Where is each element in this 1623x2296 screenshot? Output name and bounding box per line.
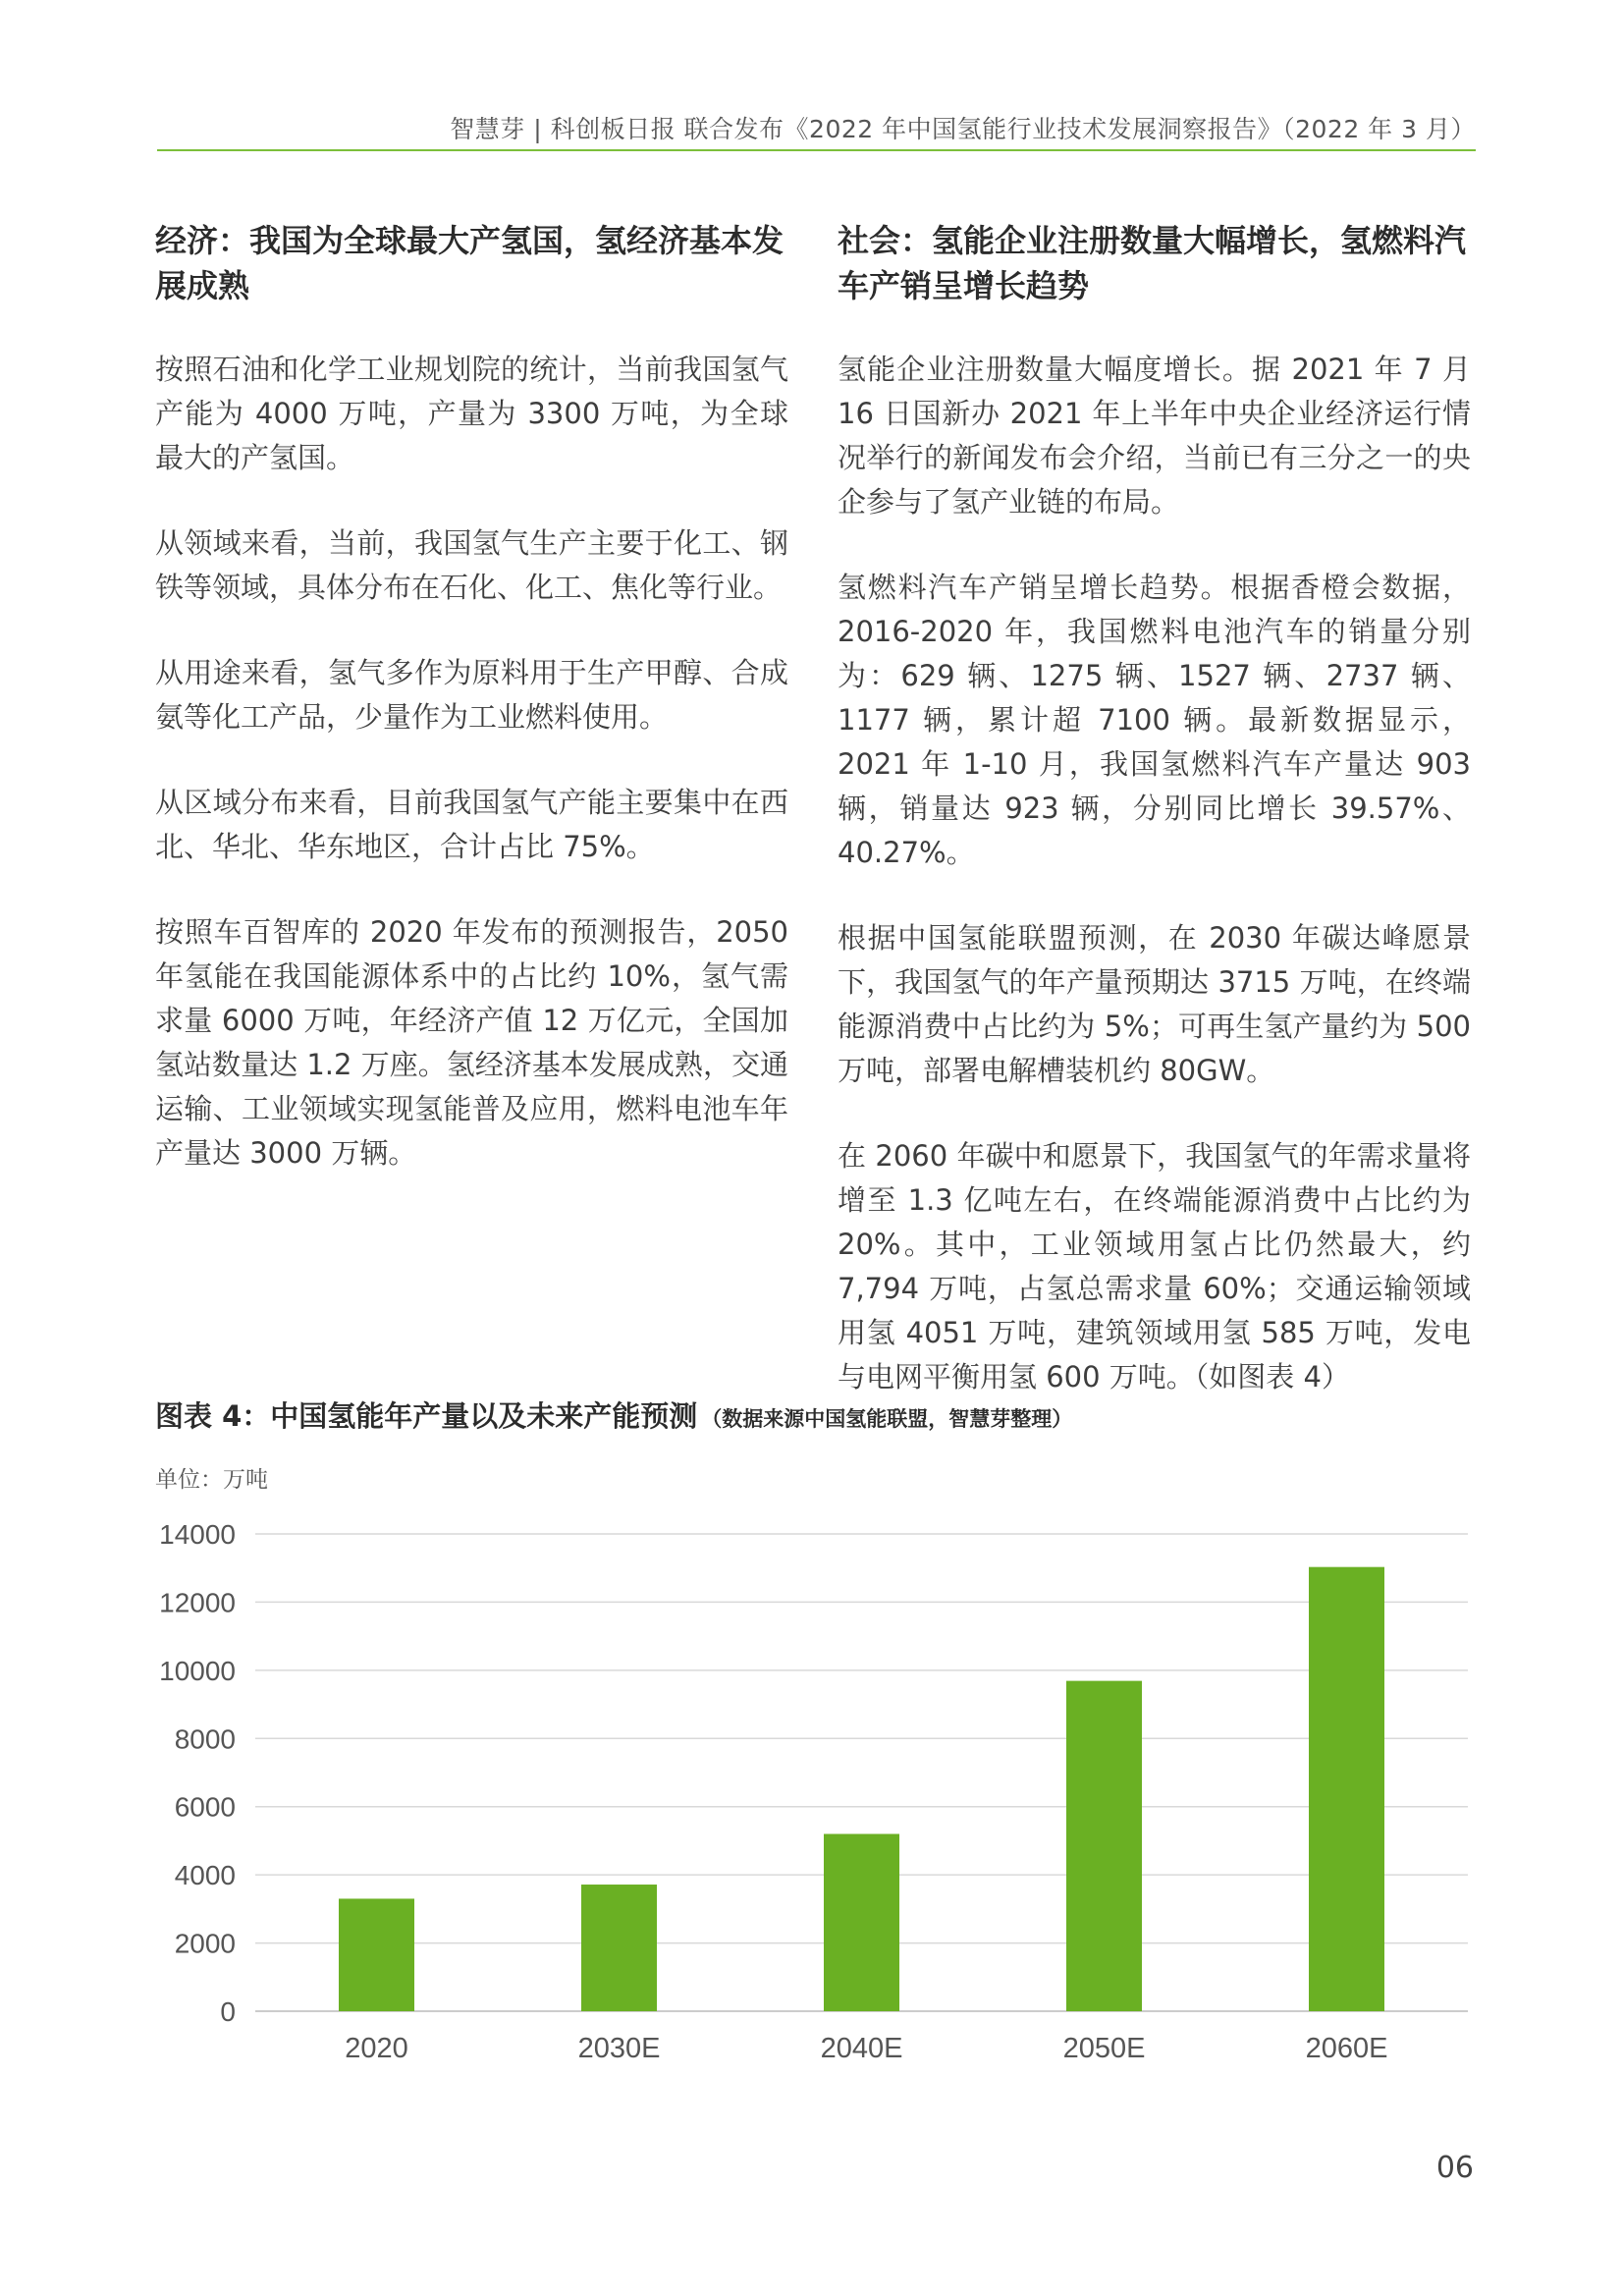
chart-unit-label: 单位：万吨 — [155, 1467, 268, 1493]
y-tick-label: 6000 — [174, 1791, 236, 1823]
x-tick-label: 2060E — [1305, 2033, 1388, 2064]
left-paragraph: 按照石油和化学工业规划院的统计，当前我国氢气产能为 4000 万吨，产量为 3300 万吨，为全球最大的产氢国。 — [155, 353, 788, 474]
bar — [339, 1898, 414, 2011]
y-tick-label: 2000 — [174, 1928, 236, 1959]
bar — [824, 1833, 899, 2011]
y-tick-label: 14000 — [159, 1519, 236, 1550]
right-paragraph: 氢燃料汽车产销呈增长趋势。根据香橙会数据，2016-2020 年，我国燃料电池汽车的销量分别为：629 辆、1275 辆、1527 辆、2737 辆、1177 辆，累计超 7100 辆。最新数据显示，2021 年 1-10 月，我国氢燃料汽车产量达 903 辆，销量达 923 辆，分别同比增长 39.57%、40.27%。 — [838, 571, 1471, 869]
bar — [581, 1885, 657, 2011]
left-paragraph: 从区域分布来看，目前我国氢气产能主要集中在西北、华北、华东地区，合计占比 75%。 — [155, 786, 788, 863]
right-paragraph: 氢能企业注册数量大幅度增长。据 2021 年 7 月 16 日国新办 2021 年上半年中央企业经济运行情况举行的新闻发布会介绍，当前已有三分之一的央企参与了氢产业链的布局。 — [838, 353, 1471, 519]
right-paragraph: 在 2060 年碳中和愿景下，我国氢气的年需求量将增至 1.3 亿吨左右，在终端能源消费中占比约为 20%。其中，工业领域用氢占比仍然最大，约 7,794 万吨，占氢总需求量 60%；交通运输领域用氢 4051 万吨，建筑领域用氢 585 万吨，发电与电网平衡用氢 600 万吨。（如图表 4） — [838, 1139, 1471, 1394]
figure-title — [155, 1394, 1072, 1435]
left-paragraph: 从用途来看，氢气多作为原料用于生产甲醇、合成氨等化工产品，少量作为工业燃料使用。 — [155, 656, 788, 734]
x-tick-label: 2020 — [345, 2033, 408, 2064]
y-tick-label: 12000 — [159, 1587, 236, 1618]
y-tick-label: 10000 — [159, 1655, 236, 1686]
left-heading: 经济：我国为全球最大产氢国，氢经济基本发展成熟 — [155, 222, 784, 304]
bar-chart — [137, 1503, 1492, 2082]
figure-title-text: 图表 4：中国氢能年产量以及未来产能预测 — [155, 1399, 698, 1433]
y-tick-label: 8000 — [174, 1723, 236, 1755]
x-tick-label: 2050E — [1062, 2033, 1146, 2064]
right-paragraph: 根据中国氢能联盟预测，在 2030 年碳达峰愿景下，我国氢气的年产量预期达 3715 万吨，在终端能源消费中占比约为 5%；可再生氢产量约为 500 万吨，部署电解槽装机约 80GW。 — [838, 921, 1471, 1087]
left-column — [155, 218, 788, 1217]
x-tick-label: 2030E — [577, 2033, 661, 2064]
page-header: 智慧芽 | 科创板日报 联合发布《2022 年中国氢能行业技术发展洞察报告》（2022 年 3 月） — [450, 115, 1476, 143]
left-paragraph: 按照车百智库的 2020 年发布的预测报告，2050 年氢能在我国能源体系中的占比约 10%，氢气需求量 6000 万吨，年经济产值 12 万亿元，全国加氢站数量达 1.2 万座。氢经济基本发展成熟，交通运输、工业领域实现氢能普及应用，燃料电池车年产量达 3000 万辆。 — [155, 915, 788, 1170]
left-paragraph: 从领域来看，当前，我国氢气生产主要于化工、钢铁等领域，具体分布在石化、化工、焦化等行业。 — [155, 526, 788, 604]
page-number: 06 — [1435, 2151, 1474, 2185]
figure-source: （数据来源中国氢能联盟，智慧芽整理） — [701, 1407, 1073, 1431]
bar — [1066, 1681, 1142, 2011]
y-tick-label: 4000 — [174, 1860, 236, 1891]
right-column — [838, 218, 1471, 1441]
bar — [1309, 1567, 1384, 2011]
right-heading: 社会：氢能企业注册数量大幅增长，氢燃料汽车产销呈增长趋势 — [838, 222, 1467, 304]
y-tick-label: 0 — [220, 1996, 236, 2027]
header-divider — [157, 149, 1476, 151]
x-tick-label: 2040E — [820, 2033, 903, 2064]
